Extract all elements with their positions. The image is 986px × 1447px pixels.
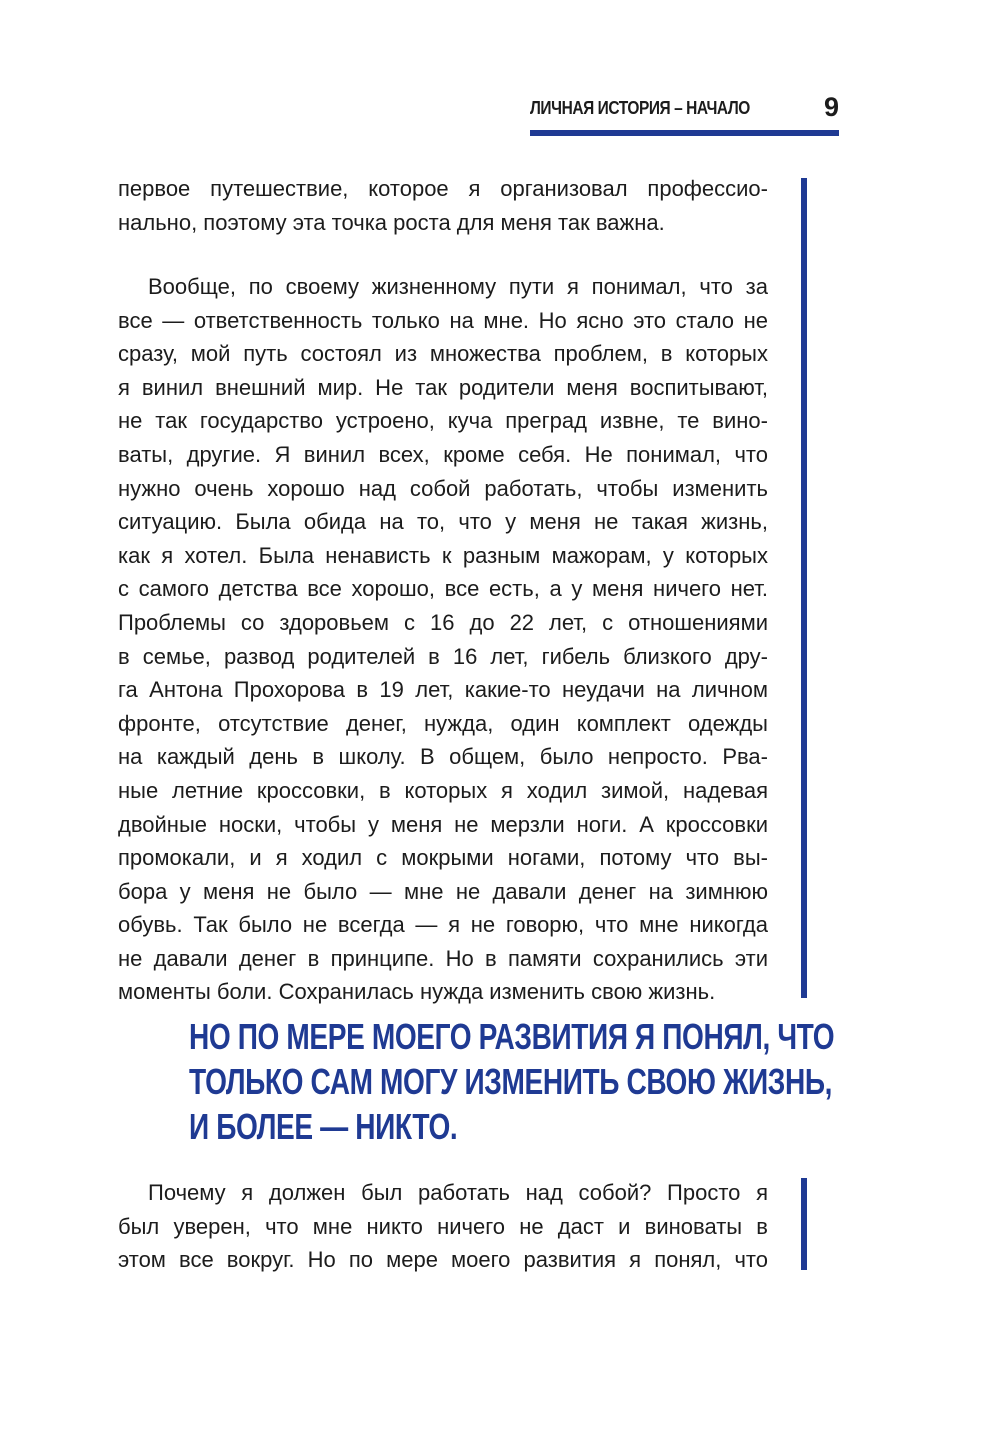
- text-line: этом все вокруг. Но по мере моего развития я понял, что: [118, 1247, 768, 1273]
- pull-quote: [189, 1014, 839, 1149]
- text-line: сразу, мой путь состоял из множества проблем, в которых: [118, 341, 768, 367]
- text-line: двойные носки, чтобы у меня не мерзли ноги. А кроссовки: [118, 811, 768, 837]
- text-line: все — ответственность только на мне. Но ясно это стало не: [118, 307, 768, 333]
- text-line: Вообще, по своему жизненному пути я понимал, что за: [148, 274, 768, 299]
- text-line: Проблемы со здоровьем с 16 до 22 лет, с отношениями: [118, 609, 768, 635]
- page-number: 9: [823, 92, 839, 122]
- text-line: ваты, другие. Я винил всех, кроме себя. Не понимал, что: [118, 441, 768, 467]
- text-line: ные летние кроссовки, в которых я ходил зимой, надевая: [118, 777, 768, 803]
- pull-quote-line: НО ПО МЕРЕ МОЕГО РАЗВИТИЯ Я ПОНЯЛ, ЧТО: [189, 1016, 835, 1057]
- paragraph-main: [118, 270, 768, 1009]
- text-line: промокали, и я ходил с мокрыми ногами, потому что вы-: [118, 845, 768, 871]
- text-line: моменты боли. Сохранилась нужда изменить свою жизнь.: [118, 979, 716, 1005]
- text-line: обувь. Так было не всегда — я не говорю, что мне никогда: [118, 912, 768, 938]
- header-rule: [530, 130, 839, 136]
- paragraph-continuation: [118, 172, 768, 239]
- text-line: с самого детства все хорошо, все есть, а у меня ничего нет.: [118, 576, 768, 602]
- text-line: ситуацию. Была обида на то, что у меня не такая жизнь,: [118, 509, 768, 535]
- text-line: Почему я должен был работать над собой? Просто я: [148, 1180, 768, 1205]
- pull-quote-line: И БОЛЕЕ — НИКТО.: [189, 1106, 458, 1147]
- text-line: я винил внешний мир. Не так родители меня воспитывают,: [118, 374, 768, 400]
- text-line: в семье, развод родителей в 16 лет, гибель близкого дру-: [118, 643, 768, 669]
- text-line: не давали денег в принципе. Но в памяти сохранились эти: [118, 945, 768, 971]
- text-line: фронте, отсутствие денег, нужда, один комплект одежды: [118, 710, 768, 736]
- margin-bar-top: [801, 178, 807, 998]
- text-line: нально, поэтому эта точка роста для меня так важна.: [118, 209, 665, 235]
- text-line: не так государство устроено, куча преград извне, те вино-: [118, 408, 768, 434]
- chapter-title: ЛИЧНАЯ ИСТОРИЯ – НАЧАЛО: [530, 98, 750, 118]
- text-line: как я хотел. Была ненависть к разным мажорам, у которых: [118, 542, 768, 568]
- text-line: был уверен, что мне никто ничего не даст и виноваты в: [118, 1213, 768, 1239]
- text-line: га Антона Прохорова в 19 лет, какие-то неудачи на личном: [118, 677, 768, 703]
- text-line: на каждый день в школу. В общем, было непросто. Рва-: [118, 744, 768, 770]
- text-line: бора у меня не было — мне не давали денег на зимнюю: [118, 878, 768, 904]
- paragraph-next: [118, 1176, 768, 1277]
- pull-quote-line: ТОЛЬКО САМ МОГУ ИЗМЕНИТЬ СВОЮ ЖИЗНЬ,: [189, 1061, 833, 1102]
- running-header: [530, 92, 839, 136]
- text-line: нужно очень хорошо над собой работать, чтобы изменить: [118, 475, 768, 501]
- text-line: первое путешествие, которое я организовал профессио-: [118, 176, 768, 201]
- margin-bar-bottom: [801, 1178, 807, 1270]
